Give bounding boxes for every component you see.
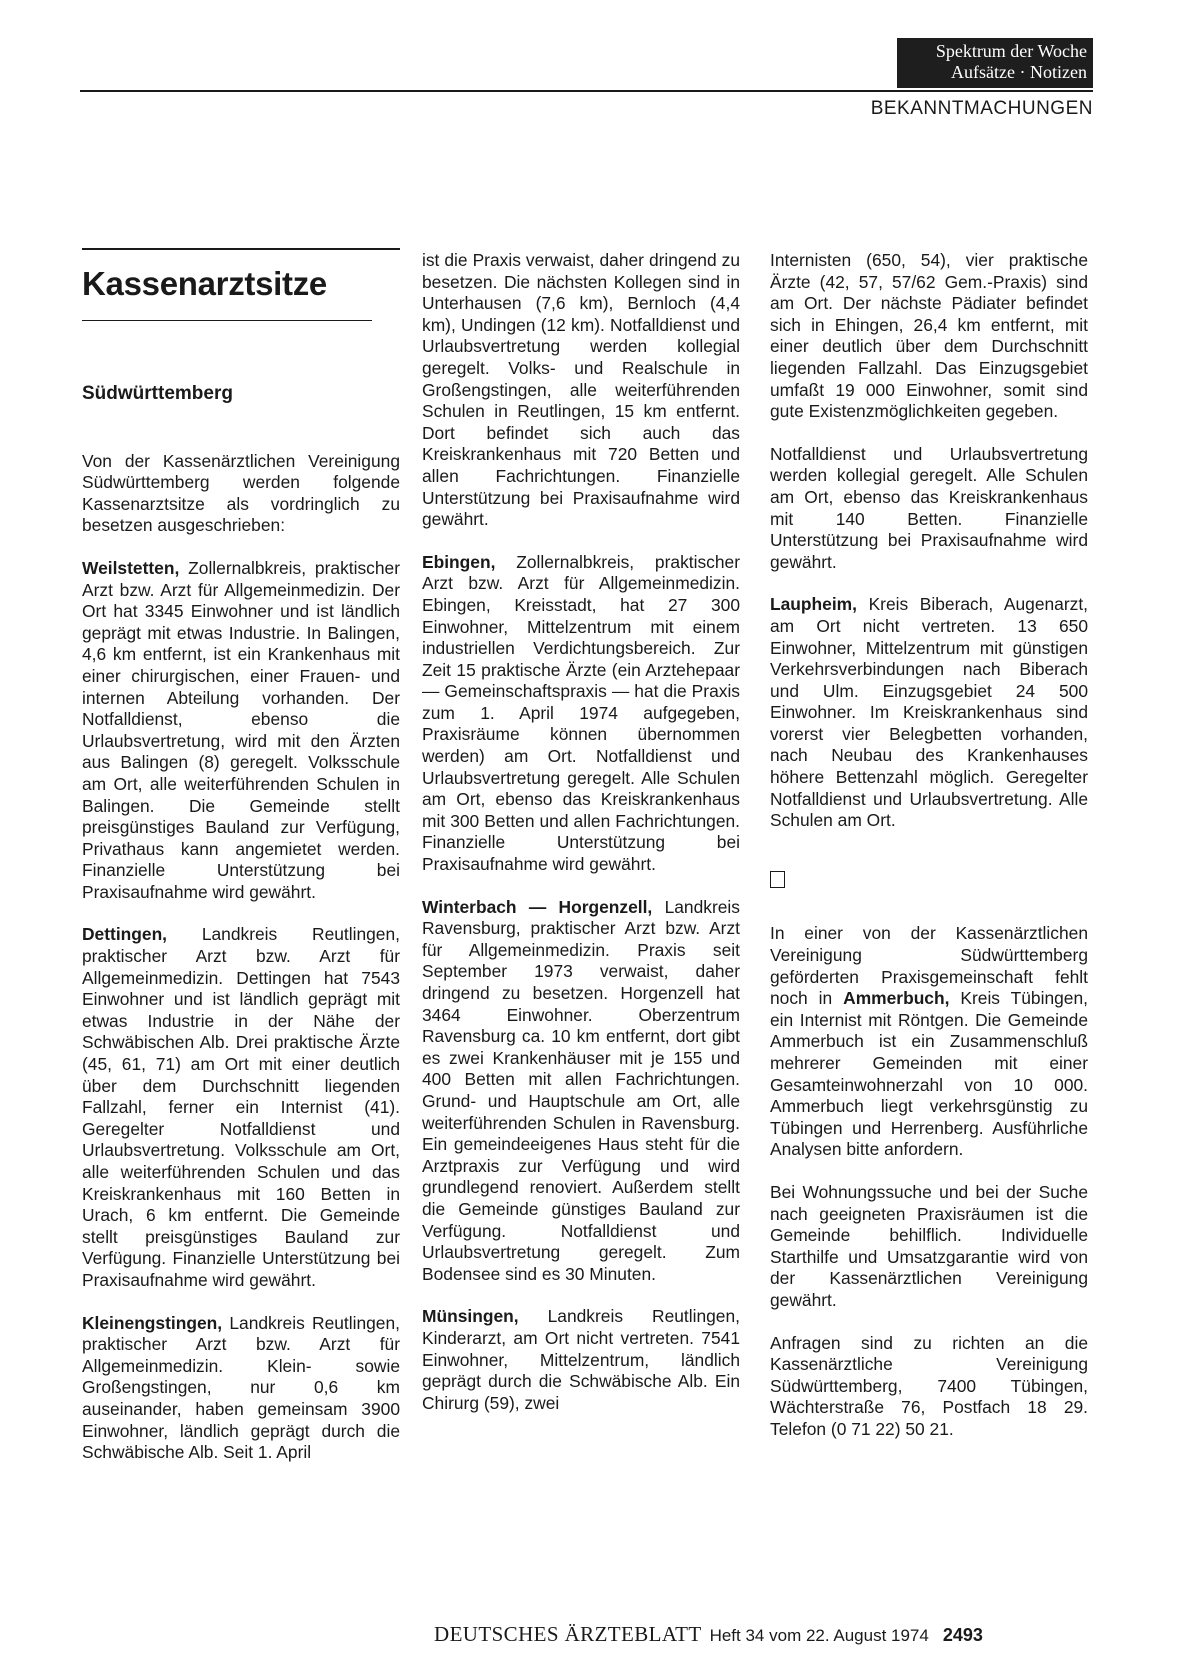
page-footer <box>434 1622 983 1647</box>
housing-paragraph: Bei Wohnungssuche und bei der Suche nach geeigneten Praxisräumen ist die Gemeinde behilflich. Individuelle Starthilfe und Umsatzgarantie wird von der Kassenärztlichen Vereinigung gewährt. <box>770 1181 1088 1310</box>
issue-info: Heft 34 vom 22. August 1974 <box>709 1626 929 1645</box>
column-1 <box>82 248 400 1485</box>
listing-ammerbuch <box>770 923 1088 1161</box>
place-name: Ebingen, <box>422 551 496 572</box>
listing-text: Zollernalbkreis, praktischer Arzt bzw. Arzt für Allgemeinmedizin. Ebingen, Kreisstadt, hat 27 300 Einwohner, Mittelzentrum mit einem industriellen Verdichtungsbereich. Zur Zeit 15 praktische Ärzte (ein Arztehepaar — Gemeinschaftspraxis — hat die Praxis zum 1. April 1974 aufgegeben, Praxisräume können übernommen werden) am Ort. Notfalldienst und Urlaubsvertretung geregelt. Alle Schulen am Ort, ebenso das Kreiskrankenhaus mit 300 Betten und allen Fachrichtungen. Finanzielle Unterstützung bei Praxisaufnahme wird gewährt. <box>422 551 740 875</box>
listing-muensingen <box>422 1306 740 1414</box>
title-rule-bottom <box>82 320 372 322</box>
column-2 <box>422 250 740 1435</box>
listing-text: Zollernalbkreis, praktischer Arzt bzw. Arzt für Allgemeinmedizin. Der Ort hat 3345 Einwohner und ist ländlich geprägt mit etwas Industrie. In Balingen, 4,6 km entfernt, ist ein Krankenhaus mit einer chirurgischen, einer Frauen- und internen Abteilung vorhanden. Der Notfalldienst, ebenso die Urlaubsvertretung, wird mit den Ärzten aus Balingen (8) geregelt. Volksschule am Ort, alle weiterführenden Schulen in Balingen. Die Gemeinde stellt preisgünstiges Bauland zur Verfügung, Privathaus kann angemietet werden. Finanzielle Unterstützung bei Praxisaufnahme wird gewährt. <box>82 557 400 902</box>
badge-line-1: Spektrum der Woche <box>935 41 1087 61</box>
listing-winterbach-horgenzell <box>422 897 740 1286</box>
listing-muensingen-notfall: Notfalldienst und Urlaubsvertretung werden kollegial geregelt. Alle Schulen am Ort, ebenso das Kreiskrankenhaus mit 140 Betten. Finanzielle Unterstützung bei Praxisaufnahme wird gewährt. <box>770 443 1088 572</box>
section-badge <box>897 38 1093 88</box>
title-rule-top <box>82 248 400 250</box>
column-3 <box>770 250 1088 1462</box>
listing-ebingen <box>422 552 740 876</box>
listing-kleinengstingen-cont: ist die Praxis verwaist, daher dringend zu besetzen. Die nächsten Kollegen sind in Unterhausen (7,6 km), Bernloch (4,4 km), Undingen (12 km). Notfalldienst und Urlaubsvertretung werden kollegial geregelt. Volks- und Realschule in Großengstingen, alle weiterführenden Schulen in Reutlingen, 15 km entfernt. Dort befindet sich auch das Kreiskrankenhaus mit 720 Betten und allen Fachrichtungen. Finanzielle Unterstützung bei Praxisaufnahme wird gewährt. <box>422 250 740 530</box>
page-number: 2493 <box>942 1625 983 1645</box>
listing-text: Landkreis Reutlingen, praktischer Arzt bzw. Arzt für Allgemeinmedizin. Klein- sowie Großengstingen, nur 0,6 km auseinander, haben gemeinsam 3900 Einwohner, ländlich geprägt durch die Schwäbische Alb. Seit 1. April <box>82 1312 400 1463</box>
listing-text: Landkreis Reutlingen, praktischer Arzt bzw. Arzt für Allgemeinmedizin. Dettingen hat 7543 Einwohner und ist ländlich geprägt mit etwas Industrie in der Nähe der Schwäbischen Alb. Drei praktische Ärzte (45, 61, 71) am Ort mit einer deutlich über dem Durchschnitt liegenden Fallzahl, ferner ein Internist (41). Geregelter Notfalldienst und Urlaubsvertretung. Volksschule am Ort, alle weiterführenden Schulen und das Kreiskrankenhaus mit 160 Betten in Urach, 6 km entfernt. Die Gemeinde stellt preisgünstiges Bauland zur Verfügung. Finanzielle Unterstützung bei Praxisaufnahme wird gewährt. <box>82 924 400 1290</box>
end-mark-square <box>770 871 785 888</box>
place-name: Münsingen, <box>422 1306 519 1327</box>
inquiry-paragraph: Anfragen sind zu richten an die Kassenärztliche Vereinigung Südwürttemberg, 7400 Tübingen, Wächterstraße 76, Postfach 18 29. Telefon (0 71 22) 50 21. <box>770 1332 1088 1439</box>
region-subhead: Südwürttemberg <box>82 383 233 404</box>
place-name: Kleinengstingen, <box>82 1312 223 1333</box>
listing-text: Landkreis Reutlingen, Kinderarzt, am Ort nicht vertreten. 7541 Einwohner, Mittelzentrum, ländlich geprägt durch die Schwäbische Alb. Ein Chirurg (59), zwei <box>422 1306 740 1413</box>
listing-text: Kreis Biberach, Augenarzt, am Ort nicht vertreten. 13 650 Einwohner, Mittelzentrum mit günstigen Verkehrsverbindungen nach Biberach und Ulm. Einzugsgebiet 24 500 Einwohner. Im Kreiskrankenhaus sind vorerst vier Belegbetten vorhanden, nach Neubau des Krankenhauses höhere Bettenzahl möglich. Geregelter Notfalldienst und Urlaubsvertretung. Alle Schulen am Ort. <box>770 594 1088 831</box>
section-label: BEKANNTMACHUNGEN <box>870 98 1093 119</box>
listing-muensingen-cont: Internisten (650, 54), vier praktische Ärzte (42, 57, 57/62 Gem.-Praxis) sind am Ort. Der nächste Pädiater befindet sich in Ehingen, 26,4 km entfernt, mit einer deutlich über dem Durchschnitt liegenden Fallzahl. Das Einzugsgebiet umfaßt 19 000 Einwohner, somit sind gute Existenzmöglichkeiten gegeben. <box>770 250 1088 422</box>
place-name: Ammerbuch, <box>843 988 950 1009</box>
listing-text: Landkreis Ravensburg, praktischer Arzt bzw. Arzt für Allgemeinmedizin. Praxis seit September 1973 verwaist, daher dringend zu besetzen. Horgenzell hat 3464 Einwohner. Oberzentrum Ravensburg ca. 10 km entfernt, dort gibt es zwei Krankenhäuser mit je 155 und 400 Betten mit allen Fachrichtungen. Grund- und Hauptschule am Ort, alle weiterführenden Schulen in Ravensburg. Ein gemeindeeigenes Haus steht für die Arztpraxis zur Verfügung und wird grundlegend renoviert. Außerdem stellt die Gemeinde günstiges Bauland zur Verfügung. Notfalldienst und Urlaubsvertretung geregelt. Zum Bodensee sind es 30 Minuten. <box>422 896 740 1284</box>
listing-kleinengstingen <box>82 1313 400 1464</box>
listing-text: Kreis Tübingen, ein Internist mit Röntgen. Die Gemeinde Ammerbuch ist ein Zusammenschluß mehrerer Gemeinden mit einer Gesamteinwohnerzahl von 10 000. Ammerbuch liegt verkehrsgünstig zu Tübingen und Herrenberg. Ausführliche Analysen bitte anfordern. <box>770 988 1088 1160</box>
listing-weilstetten <box>82 558 400 904</box>
place-name: Dettingen, <box>82 924 168 945</box>
listing-laupheim <box>770 594 1088 832</box>
place-name: Laupheim, <box>770 594 857 615</box>
intro-paragraph: Von der Kassenärztlichen Vereinigung Südwürttemberg werden folgende Kassenarztsitze als vordringlich zu besetzen ausgeschrieben: <box>82 450 400 536</box>
journal-name: DEUTSCHES ÄRZTEBLATT <box>434 1622 702 1646</box>
place-name: Winterbach — Horgenzell, <box>422 896 653 917</box>
listing-dettingen <box>82 924 400 1291</box>
badge-line-2: Aufsätze · Notizen <box>951 62 1087 82</box>
place-name: Weilstetten, <box>82 557 180 578</box>
article-title: Kassenarztsitze <box>82 264 327 302</box>
listing-text: In einer von der Kassenärztlichen Vereinigung Südwürttemberg geförderten Praxisgemeinschaft fehlt noch in <box>770 923 1088 1009</box>
header-rule <box>80 90 1093 92</box>
